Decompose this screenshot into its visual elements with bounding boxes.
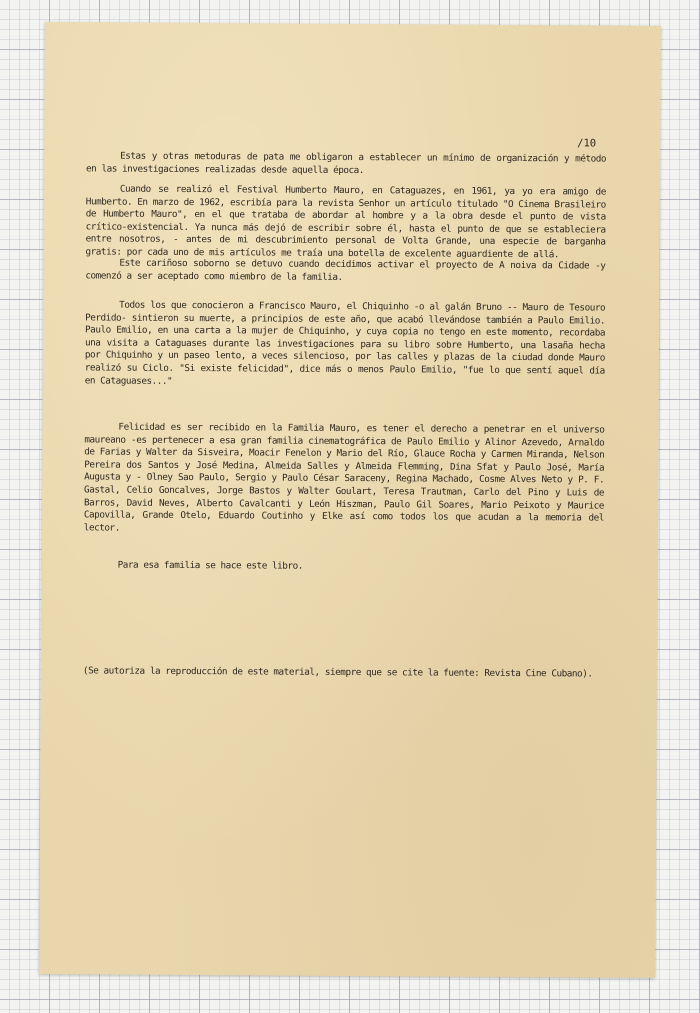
- reproduction-note: (Se autoriza la reproducción de este material, siempre que se cite la fuente: Revista Cine Cubano).: [82, 665, 593, 680]
- page-number: /10: [577, 137, 597, 150]
- typewritten-page: [39, 22, 661, 978]
- paragraph-6: Para esa familia se hace este libro.: [117, 559, 303, 572]
- paragraph-1: Estas y otras metoduras de pata me obligaron a establecer un mínimo de organización y método en las investigaciones realizadas desde aquella época.: [85, 150, 607, 176]
- paragraph-2: Cuando se realizó el Festival Humberto Mauro, en Cataguazes, en 1961, ya yo era amigo de Humberto. En marzo de 1962, escribía para la revista Senhor un artículo titulado "O Cinema Brasileiro de Humberto Mauro", en el que trataba de abordar al hombre y a la obra desde el punto de vista crítico-existencial. Ya nunca más dejó de escribir sobre él, hasta el punto de que se estableciera entre nosotros, - antes de mi descubrimiento personal de Volta Grande, una especie de barganha gratis: por cada uno de mis artículos me traía una botella de excelente aguardiente de allá.: [85, 183, 606, 261]
- paragraph-3: Este cariñoso soborno se detuvo cuando decidimos activar el proyecto de A noiva da Cidade -y comenzó a ser aceptado como miembro de la familia.: [85, 257, 606, 283]
- paragraph-5: Felicidad es ser recibido en la Familia Mauro, es tener el derecho a penetrar en el universo maureano -es pertenecer a esa gran familia cinematográfica de Paulo Emilio y Alinor Azevedo, Arnaldo de Farias y Walter da Sisveira, Moacir Fenelon y Mario del Río, Glauce Rocha y Carmen Miranda, Nelson Pereira dos Santos y José Medina, Almeida Salles y Almeida Flemming, Dina Sfat y Paulo José, María Augusta y - Olney Sao Paulo, Sergio y Paulo César Saraceny, Regina Machado, Cosme Alves Neto y P. F. Gastal, Celio Goncalves, Jorge Bastos y Walter Goulart, Teresa Trautman, Carlo del Pino y Luis de Barros, David Neves, Alberto Cavalcanti y León Hiszman, Paulo Gil Soares, Mario Peixoto y Maurice Capovilla, Grande Otelo, Eduardo Coutinho y Elke así como todos los que acudan a la memoria del lector.: [83, 421, 605, 534]
- paragraph-4: Todos los que conocieron a Francisco Mauro, el Chiquinho -o al galán Bruno -- Mauro de Tesouro Perdido- sintieron su muerte, a principios de este año, que acabó llevándose también a Paulo Emilio. Paulo Emilio, en una carta a la mujer de Chiquinho, y cuya copia no tengo en este momento, recordaba una visita a Cataguases durante las investigaciones para su libro sobre Humberto, una lasaña hecha por Chiquinho y un paseo lento, a veces silencioso, por las calles y plazas de la ciudad donde Mauro realizó su Ciclo. "Si existe felicidad", dice más o menos Paulo Emilio, "fue lo que sentí aquel día en Cataguases...": [84, 299, 606, 387]
